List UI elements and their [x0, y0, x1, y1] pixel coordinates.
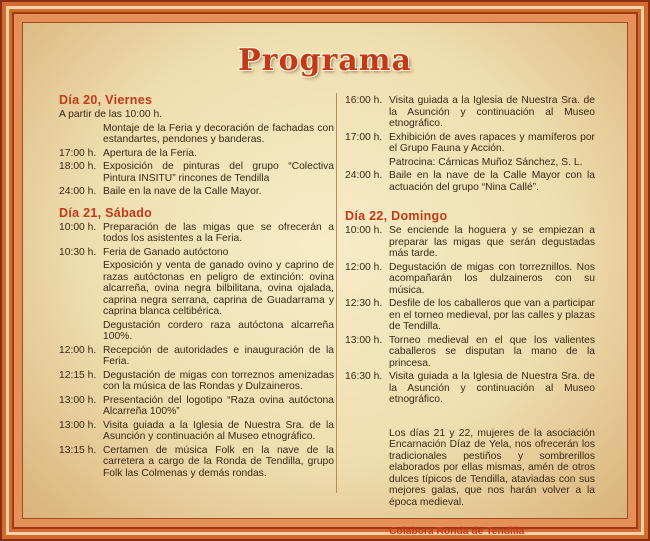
schedule-row — [59, 186, 334, 198]
event-description: Visita guiada a la Iglesia de Nuestra Sra. de la Asunción y continuación al Museo etnográfico. — [389, 95, 595, 129]
event-description: Presentación del logotipo “Raza ovina autóctona Alcarreña 100%” — [103, 394, 334, 417]
event-time: 10:30 h. — [59, 246, 97, 258]
day-20-opening: Montaje de la Feria y decoración de fachadas con estandartes, pendones y banderas. — [103, 122, 334, 145]
schedule-row — [59, 345, 334, 368]
livestock-note: Exposición y venta de ganado ovino y caprino de razas autóctonas en peligro de extinción: ovina alcarreña, ovina negra bilbilitana, ovina ojalada, caprina negra serrana, caprina de Guadarrama y caprina blanca celtibérica. — [103, 260, 334, 317]
day-21-heading: Día 21, Sábado — [59, 205, 153, 220]
schedule-row — [345, 371, 595, 406]
schedule-row — [59, 420, 334, 443]
event-time: 18:00 h. — [59, 161, 97, 172]
event-description: Visita guiada a la Iglesia de Nuestra Sra. de la Asunción y continuación al Museo etnográfico. — [389, 371, 595, 405]
event-description: Baile en la nave de la Calle Mayor. — [103, 186, 262, 197]
event-description: Certamen de música Folk en la nave de la carretera a cargo de la Ronda de Tendilla, grupo Folk las Colmenas y demás rondas. — [103, 444, 334, 479]
event-time: 13:15 h. — [59, 444, 97, 456]
event-description: Desfile de los caballeros que van a participar en el torneo medieval, por las calles y plazas de Tendilla. — [389, 298, 595, 332]
schedule-row — [345, 298, 595, 333]
right-column — [345, 93, 595, 538]
schedule-row — [59, 161, 334, 184]
schedule-row — [59, 247, 334, 259]
schedule-row — [59, 222, 334, 245]
schedule-row — [59, 148, 334, 160]
event-time: 17:00 h. — [59, 147, 97, 159]
parchment-panel — [22, 22, 628, 537]
event-time: 13:00 h. — [59, 419, 97, 431]
event-description: Torneo medieval en el que los valientes caballeros se disputan la mano de la princesa. — [389, 334, 595, 369]
event-time: 24:00 h. — [345, 170, 383, 181]
event-description: Feria de Ganado autóctono — [103, 246, 229, 258]
event-time: 12:00 h. — [345, 261, 383, 273]
event-time: 12:15 h. — [59, 369, 97, 381]
event-time: 12:30 h. — [345, 298, 383, 309]
event-time: 13:00 h. — [345, 334, 383, 346]
day-20-heading: Día 20, Viernes — [59, 93, 153, 107]
event-description: Baile en la nave de la Calle Mayor con la actuación del grupo “Nina Callé”. — [389, 170, 595, 193]
event-time: 13:00 h. — [59, 394, 97, 406]
column-divider — [336, 93, 337, 493]
page-title: Programa — [238, 43, 412, 78]
event-time: 16:00 h. — [345, 95, 383, 106]
day-20-intro: A partir de las 10:00 h. — [59, 109, 163, 120]
day-22-heading: Día 22, Domingo — [345, 209, 448, 223]
event-description: Degustación de migas con torreznos amenizadas con la música de las Rondas y Dulzaineros. — [103, 369, 334, 392]
event-description: Apertura de la Feria. — [103, 147, 197, 159]
schedule-row — [345, 170, 595, 193]
schedule-row — [345, 132, 595, 155]
left-column — [59, 93, 334, 481]
sponsor-note: Patrocina: Cárnicas Muñoz Sánchez, S. L. — [389, 156, 583, 168]
schedule-row — [345, 335, 595, 370]
schedule-row — [345, 225, 595, 260]
event-time: 16:30 h. — [345, 371, 383, 382]
event-description: Degustación de migas con torreznillos. Nos acompañarán los dulzaineros con su música. — [389, 261, 595, 296]
event-description: Exhibición de aves rapaces y mamíferos por el Grupo Fauna y Acción. — [389, 131, 595, 154]
schedule-row — [59, 370, 334, 393]
sweets-paragraph: Los días 21 y 22, mujeres de la asociación Encarnación Díaz de Yela, nos ofrecerán los tradicionales pestiños y sombrerillos elaborados por ellas mismas, amén de otros dulces típicos de Tendilla, ataviadas con sus mejores galas, que nos harán volver a la época medieval. — [389, 427, 595, 508]
tasting-note: Degustación cordero raza autóctona alcarreña 100%. — [103, 319, 334, 342]
schedule-row — [345, 95, 595, 130]
schedule-row — [59, 395, 334, 418]
event-time: 12:00 h. — [59, 344, 97, 356]
event-time: 10:00 h. — [345, 225, 383, 236]
event-description: Exposición de pinturas del grupo “Colectiva Pintura INSITU” rincones de Tendilla — [103, 161, 334, 184]
event-time: 10:00 h. — [59, 221, 97, 233]
schedule-row — [59, 445, 334, 480]
credit-line: Colabora Ronda de Tendilla — [389, 526, 525, 537]
event-description: Recepción de autoridades e inauguración de la Feria. — [103, 344, 334, 367]
event-description: Se enciende la hoguera y se empiezan a preparar las migas que serán degustadas más tarde. — [389, 225, 595, 259]
event-time: 17:00 h. — [345, 131, 383, 143]
schedule-row — [345, 262, 595, 297]
event-time: 24:00 h. — [59, 186, 97, 197]
event-description: Visita guiada a la Iglesia de Nuestra Sra. de la Asunción y continuación al Museo etnográfico. — [103, 419, 334, 442]
event-description: Preparación de las migas que se ofrecerán a todos los asistentes a la Feria. — [103, 221, 334, 244]
